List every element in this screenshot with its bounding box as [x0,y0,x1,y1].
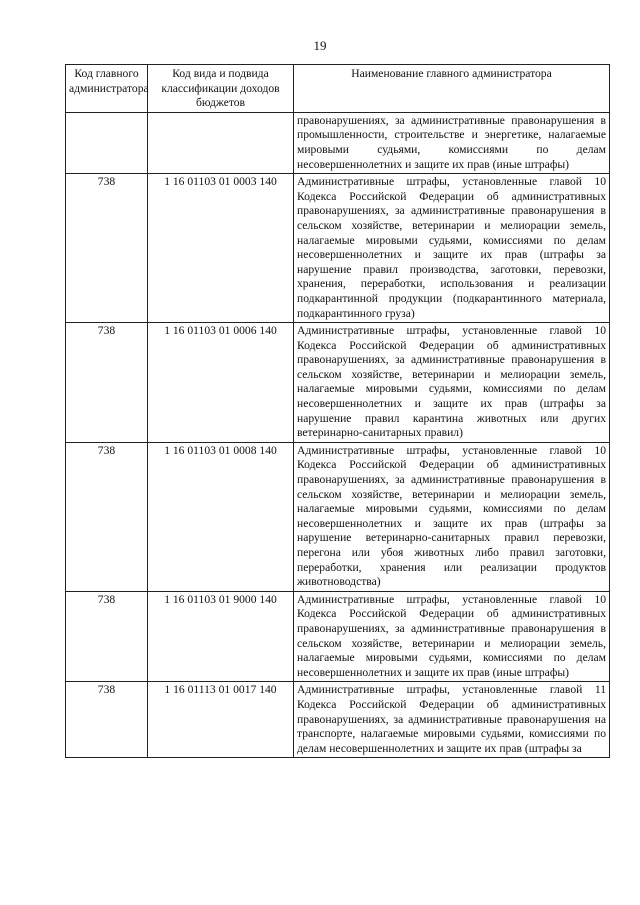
table-row [66,442,610,591]
revenue-code-cell: 1 16 01113 01 0017 140 [148,682,294,758]
admin-name-cell: правонарушениях, за административные правонарушения в промышленности, строительстве и энергетике, налагаемые мировыми судьями, комиссиями по делам несовершеннолетних и защите их прав (иные штрафы) [294,112,610,173]
admin-code-cell: 738 [66,442,148,591]
revenue-code-cell: 1 16 01103 01 0008 140 [148,442,294,591]
table-header-row [66,65,610,113]
admin-name-cell: Административные штрафы, установленные главой 10 Кодекса Российской Федерации об административных правонарушениях, за административные правонарушения в сельском хозяйстве, ветеринарии и мелиорации земель, налагаемые мировыми судьями, комиссиями по делам несовершеннолетних и защите их прав (иные штрафы) [294,591,610,682]
revenue-code-cell: 1 16 01103 01 0003 140 [148,174,294,323]
table-row [66,174,610,323]
admin-code-cell: 738 [66,174,148,323]
admin-name-cell: Административные штрафы, установленные главой 10 Кодекса Российской Федерации об административных правонарушениях, за административные правонарушения в сельском хозяйстве, ветеринарии и мелиорации земель, налагаемые мировыми судьями, комиссиями по делам несовершеннолетних и защите их прав (штрафы за нарушение правил карантина животных или других ветеринарно-санитарных правил) [294,323,610,443]
admin-code-cell: 738 [66,591,148,682]
admin-name-cell: Административные штрафы, установленные главой 10 Кодекса Российской Федерации об административных правонарушениях, за административные правонарушения в сельском хозяйстве, ветеринарии и мелиорации земель, налагаемые мировыми судьями, комиссиями по делам несовершеннолетних и защите их прав (штрафы за нарушение ветеринарно-санитарных правил перевозки, перегона или убоя животных либо правил заготовки, переработки, хранения или реализации продуктов животноводства) [294,442,610,591]
page-number: 19 [313,38,327,53]
header-admin-name: Наименование главного администратора [294,65,610,113]
revenue-code-cell [148,112,294,173]
admin-code-cell: 738 [66,682,148,758]
table-row [66,682,610,758]
revenue-administrators-table [65,64,610,758]
table-row [66,112,610,173]
admin-code-cell: 738 [66,323,148,443]
revenue-code-cell: 1 16 01103 01 9000 140 [148,591,294,682]
table-row [66,591,610,682]
table-row [66,323,610,443]
header-admin-code: Код главного администратора [66,65,148,113]
admin-code-cell [66,112,148,173]
header-revenue-code: Код вида и подвида классификации доходов бюджетов [148,65,294,113]
admin-name-cell: Административные штрафы, установленные главой 10 Кодекса Российской Федерации об административных правонарушениях, за административные правонарушения в сельском хозяйстве, ветеринарии и мелиорации земель, налагаемые мировыми судьями, комиссиями по делам несовершеннолетних и защите их прав (штрафы за нарушение правил производства, заготовки, перевозки, хранения, переработки, использования и реализации подкарантинной продукции (подкарантинного материала, подкарантинного груза) [294,174,610,323]
revenue-code-cell: 1 16 01103 01 0006 140 [148,323,294,443]
admin-name-cell: Административные штрафы, установленные главой 11 Кодекса Российской Федерации об административных правонарушениях, за административные правонарушения на транспорте, налагаемые мировыми судьями, комиссиями по делам несовершеннолетних и защите их прав (штрафы за [294,682,610,758]
